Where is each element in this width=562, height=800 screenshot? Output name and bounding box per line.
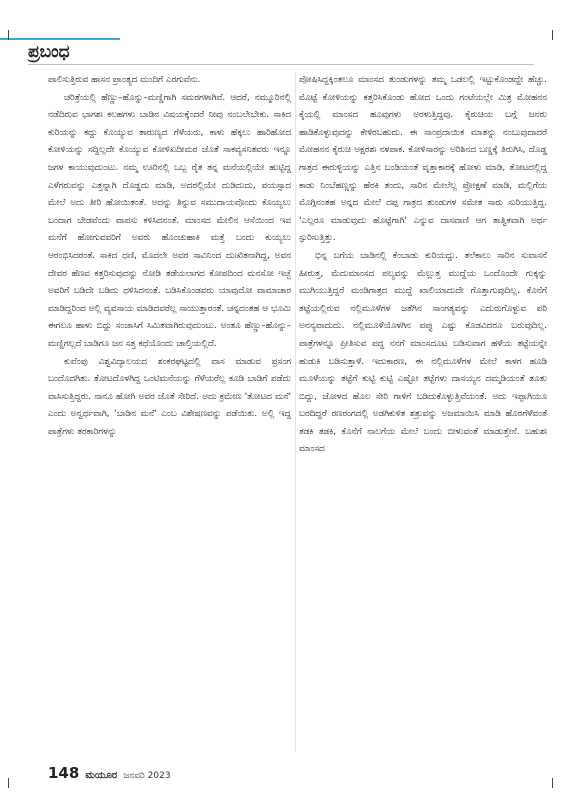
crop-mark-bottom-left bbox=[8, 778, 9, 788]
crop-mark-bottom-right bbox=[552, 778, 553, 788]
paragraph: ಭಿನ್ನ ಬಗೆಯ ಬಾಡಿನಲ್ಲಿ ಕೆಂಬಾಡು ಕುರಿಯದ್ದು. ತಲೆಕಾಲು ಸಾರಿನ ಸುವಾಸನೆ ಹೀರುತ್ತ, ಮೆದುಮಾಂಸದ ಪಲ್ಯವನ್ನು ಮೆಲ್ಲುತ್ತ ಮುದ್ದೆಯ ಒಂದೊಂದೇ ಗುಕ್ಕನ್ನು ಮುಗಿಯುತ್ತಿದ್ದರೆ ಮಂಡಿಗಾತ್ರದ ಮುದ್ದೆ ಖಾಲಿಯಾದುದೇ ಗೊತ್ತಾಗುವುದಿಲ್ಲ. ಕೊನೆಗೆ ತಟ್ಟೆಯಲ್ಲಿರುವ ನಲ್ಲಿಮೂಳೆಗಳ ಜತೆಗಿನ ಸಾಂಗತ್ಯವನ್ನು ಎದುರುಗೊಳ್ಳುವ ಪರಿ ಅನನ್ಯವಾದುದು. ನಲ್ಲಿಮೂಳೆಯೊಳಗಿನ ಪಪ್ಪು ಎಷ್ಟು ಕೊಡವಿದರೂ ಬರುವುದಿಲ್ಲ. ಪಾತ್ರೆಗಳನ್ನೂ ಪ್ರೀತಿಸುವ ಪದ್ಧ ನನಗೆ ಮಾಂಸದೂಟ ಬಡಿಸುವಾಗ ಹಳೆಯ ತಟ್ಟೆಯನ್ನೇ ಹುಡುಕಿ ಬಡಿಸುತ್ತಾಳೆ. ಇದುಕಾರಣ, ಈ ನಲ್ಲಿಮೂಳೆಗಳ ಮೇಲೆ ಕಾಳಗ ಹೂಡಿ ಮೂಳೆಯನ್ನು ತಟ್ಟೆಗೆ ಕುಟ್ಟಿ ಕುಟ್ಟಿ ಎಷ್ಟೋ ತಟ್ಟೆಗಳು ದಾಸಯ್ಯನ ದಮ್ಮಡಿಯಂತೆ ತೂತು ಬಿದ್ದು, ಜೋಳದ ಹೊಲ ಸೇರಿ ಗಾಳಿಗೆ ಬಡಿದುಕೊಳ್ಳುತ್ತಿವೆಯಂತೆ. ಅದು ಇಪ್ಪಾಗಿಯೂ ಬರದಿದ್ದರೆ ರಣರಂಗದಲ್ಲಿ ಅಡಗಿಕುಳಿತ ಶತ್ರುವನ್ನು ಅಜಮಾಯಿಸಿ ಮಾಡಿ ಹೊರಗೆಳೆವಂತೆ ತಡಕಿ ತಡಕಿ, ಕೊನೆಗೆ ನಾಲಗೆಯ ಮೇಲೆ ಬಂದು ಬೀಳುವಂತೆ ಮಾಡುತ್ತೇನೆ. ಬಹುಶಃ ಮಾಂಸದ bbox=[299, 250, 547, 455]
section-title: ಪ್ರಬಂಧ bbox=[28, 42, 70, 62]
column-gutter bbox=[295, 72, 296, 752]
accent-line bbox=[0, 38, 120, 40]
crop-mark-top-right bbox=[552, 30, 553, 40]
crop-mark-top-left bbox=[8, 30, 9, 40]
header-rule bbox=[28, 64, 534, 65]
magazine-name: ಮಯೂರ bbox=[85, 770, 118, 781]
paragraph: ಚರಿತ್ರೆಯಲ್ಲಿ ಹೆಣ್ಣು–ಹೊನ್ನು–ಮಣ್ಣಿಗಾಗಿ ಸಮರಗಳಾಗಿವೆ. ಆದರೆ, ನಮ್ಮೂರಿನಲ್ಲಿ ನಡೆದಿರುವ ಭಾಗಶಃ ಕಲಹಗಳು ಬಾಡಿನ ವಿಷಯಕ್ಕೆಂದರೆ ನೀವು ನಂಬಲೇಬೇಕು. ಸಾಕಿದ ಕುರಿಯನ್ನು ಕದ್ದು ಕೊಯ್ಯುವ ತಾರುಣ್ಯದ ಗೆಳೆಯರು, ಕಾಳು ಹೆಕ್ಕಲು ಹಾರಿಹೋದ ಕೋಳಿಯನ್ನು ಸದ್ದಿಲ್ಲದೇ ಕೊಯ್ಯುವ ಕೋಳಿಖದೀಮರ ಜೊತೆ ಸಾಕವ್ಯಸನಿತವರು ಇನ್ನೂ ಜಗಳ ಕಾಯುವುದುಂಟು. ನಮ್ಮ ಊರಿನಲ್ಲಿ ಒಬ್ಬ ರೈತ ತನ್ನ ಮನೆಯಲ್ಲಿಯೇ ಹುಟ್ಟಿದ್ದ ಎಳೆಗರುವನ್ನು ಎತ್ತನ್ನಾಗಿ ದೊಡ್ಡದು ಮಾಡಿ, ಅದರಲ್ಲಿಯೇ ದುಡಿದುದು, ವಯಸ್ಸಾದ ಮೇಲೆ ಅದು ತೀರಿ ಹೋಯಿತಂತೆ. ಅದನ್ನು ತಿನ್ನುವ ಸಮುದಾಯವೊಂದು ಕೊಯ್ಯಲು ಬಂದಾಗ ಬೇಡವೆಂದು ವಾಪಸು ಕಳಿಸಿದನಂತೆ. ಮಾಂಸದ ಮೇಲಿನ ಆಸೆಯಿಂದ ಇವ ಮನೆಗೆ ಹೋಗುವವರಿಗೆ ಅವರು ಹೊಂಚುಹಾಕಿ ಮತ್ತೆ ಬಂದು ಕುಯ್ಯಲು ಆರಂಭಿಸಿದರಂತೆ. ಸಾಕಿದ ಧಣಿ, ಮೊದಲೇ ಅವರ ಸಾವಿನಿಂದ ದುಃಖಿತನಾಗಿದ್ದ, ಅವನ ದೇವರ ಹೆಣವ ಕತ್ತರಿಸುವುದನ್ನು ನೋಡಿ ತಡೆಯಲಾಗದ ಕೋಪದಿಂದ ಮನಸೋ ಇಚ್ಛೆ ಅವರಿಗೆ ಬಡಿದೇ ಬಡಿದು ಥಳಿಸಿದನಂತೆ. ಬಡಿಸಿಕೊಂಡವರು ಯಾವುದೋ ವಾಮಾಚಾರ ಮಾಡಿದ್ದರಿಂದ ಅಲ್ಲಿ ವ್ಯವಸಾಯ ಮಾಡಿದವರೆಲ್ಲ ಸಾಯುತ್ತಾರಂತೆ. ಚನ್ನದಂತಹ ಆ ಭೂಮಿ ಈಗಲೂ ಹಾಳು ಬಿದ್ದು ಸಂಜಾಸಿಗೆ ಸಿಮಿತವಾಗಿರುವುದುಂಟು. ಅಂತೂ ಹೆಣ್ಣು–ಹೊನ್ನು–ಮಣ್ಣಿಗಲ್ಲದೆ ಬಾಡಿಗೂ ಜನ ಸತ್ತ ಕಥೆಯೊಂದು ಚಾಲ್ತಿಯಲ್ಲಿದೆ. bbox=[48, 92, 291, 349]
left-column bbox=[48, 72, 291, 441]
paragraph: ಕುವೆಂಪು ವಿಶ್ವವಿದ್ಯಾಲಯದ ಶಂಕರಘಟ್ಟದಲ್ಲಿ ವಾಸ ಮಾಡುವ ಪ್ರಸಂಗ ಬಂದೊದಗಿತು. ತೋಟದೊಳಗಿದ್ದ ಒಂಟಿಮನೆಯನ್ನು ಗೆಳೆಯರೆಲ್ಲ ಕೂಡಿ ಬಾಡಿಗೆ ಪಡೆದು ವಾಸಿಸುತ್ತಿದ್ದರು. ನಾನೂ ಹೋಗಿ ಅವರ ಜೊತೆ ಸೇರಿದೆ. ಅದು ಕ್ರಮೇಣ 'ತೋಟದ ಮನೆ' ಎಂದು ಅನ್ವರ್ಥವಾಗಿ, 'ಬಾಡಿನ ಮನೆ' ಎಂಬ ವಿಶೇಷಣವನ್ನು ಪಡೆಯಿತು. ಅಲ್ಲಿ ಇದ್ದ ಪಾತ್ರೆಗಳು ತರಕಾರಿಗಳನ್ನು bbox=[48, 356, 291, 437]
paragraph: ಪಾಲಿಸುತ್ತಿರುವ ಹಾಸನ ಪ್ರಾಂತ್ಯದ ಮಂದಿಗೆ ಎರಗುವೆನು. bbox=[48, 75, 201, 85]
page-number: 148 bbox=[48, 764, 80, 782]
paragraph: ಪೋಷಿಸಿದ್ದಕ್ಕಿಂತಲೂ ಮಾಂಸದ ತುಂಡುಗಳನ್ನು ತಮ್ಮ ಒಡಲಲ್ಲಿ ಇಟ್ಟುಕೊಂಡದ್ದೇ ಹೆಚ್ಚು. ಮೊಟ್ಟೆ ಕೋಳಿಯನ್ನು ಕತ್ತರಿಸಿಕೊಂಡು ಹೋದ ಒಂದು ಗಂಟೆಯಲ್ಲೇ ಮಿತ್ರ ಮೋಹನನ ಕೈಯಲ್ಲಿ ಮಾಂಸದ ಹೂವುಗಳು ಅರಳುತ್ತಿದ್ದವು. ಕೈರುಚಿಯ ಬಗ್ಗೆ ಜನರು ಹಾಡಿಕೊಳ್ಳುವುದನ್ನು ಕೇಳಿರಬಹುದು. ಈ ಸಾಂಪ್ರದಾಯಿಕ ಮಾತನ್ನು ನಂಬುವುದಾದರೆ ಮೋಹನನ ಕೈರುಚಿ ಅಕ್ಷರಶಃ ನಳಪಾಕ. ಕೋಳಿಸಾರನ್ನು ಅರಿಶಿನದ ಬಣ್ಣಕ್ಕೆ ತಿರುಗಿಸಿ, ದೊಡ್ಡ ಗಾತ್ರದ ಈರುಳ್ಳಿಯನ್ನು ಎತ್ತಿನ ಬಂಡಿಯಂತೆ ವೃತ್ತಾಕಾರಕ್ಕೆ ಹೋಳು ಮಾಡಿ, ತೋಟದಲ್ಲಿದ್ದ ಕಾಡು ನಿಂಬೆಹಣ್ಣನ್ನು ಹೆರಕಿ ತಂದು, ಸಾರಿನ ಮೇಲೆಲ್ಲ ಪ್ರೋಕ್ಷಣೆ ಮಾಡಿ, ಮಲ್ಲಿಗೆಯ ಮೊಗ್ಗಿನಂತಹ ಅನ್ನದ ಮೇಲೆ ದಪ್ಪ ಗಾತ್ರದ ತುಂಡುಗಳ ಸಮೇತ ಸಾರು ಸುರಿಯುತ್ತಿದ್ದ. 'ಎಲ್ಲರೂ ಮಾಡುವುದು ಹೊಟ್ಟೆಗಾಗಿ' ಎನ್ನುವ ದಾಸವಾಣಿ ಆಗ ತಾತ್ವಿಕವಾಗಿ ಅರ್ಥ ಸ್ಫುರಿಸುತ್ತಿತ್ತು. bbox=[299, 75, 547, 244]
page-footer bbox=[48, 764, 171, 782]
issue-date: ಜನವರಿ 2023 bbox=[123, 771, 171, 781]
right-column bbox=[299, 72, 547, 459]
